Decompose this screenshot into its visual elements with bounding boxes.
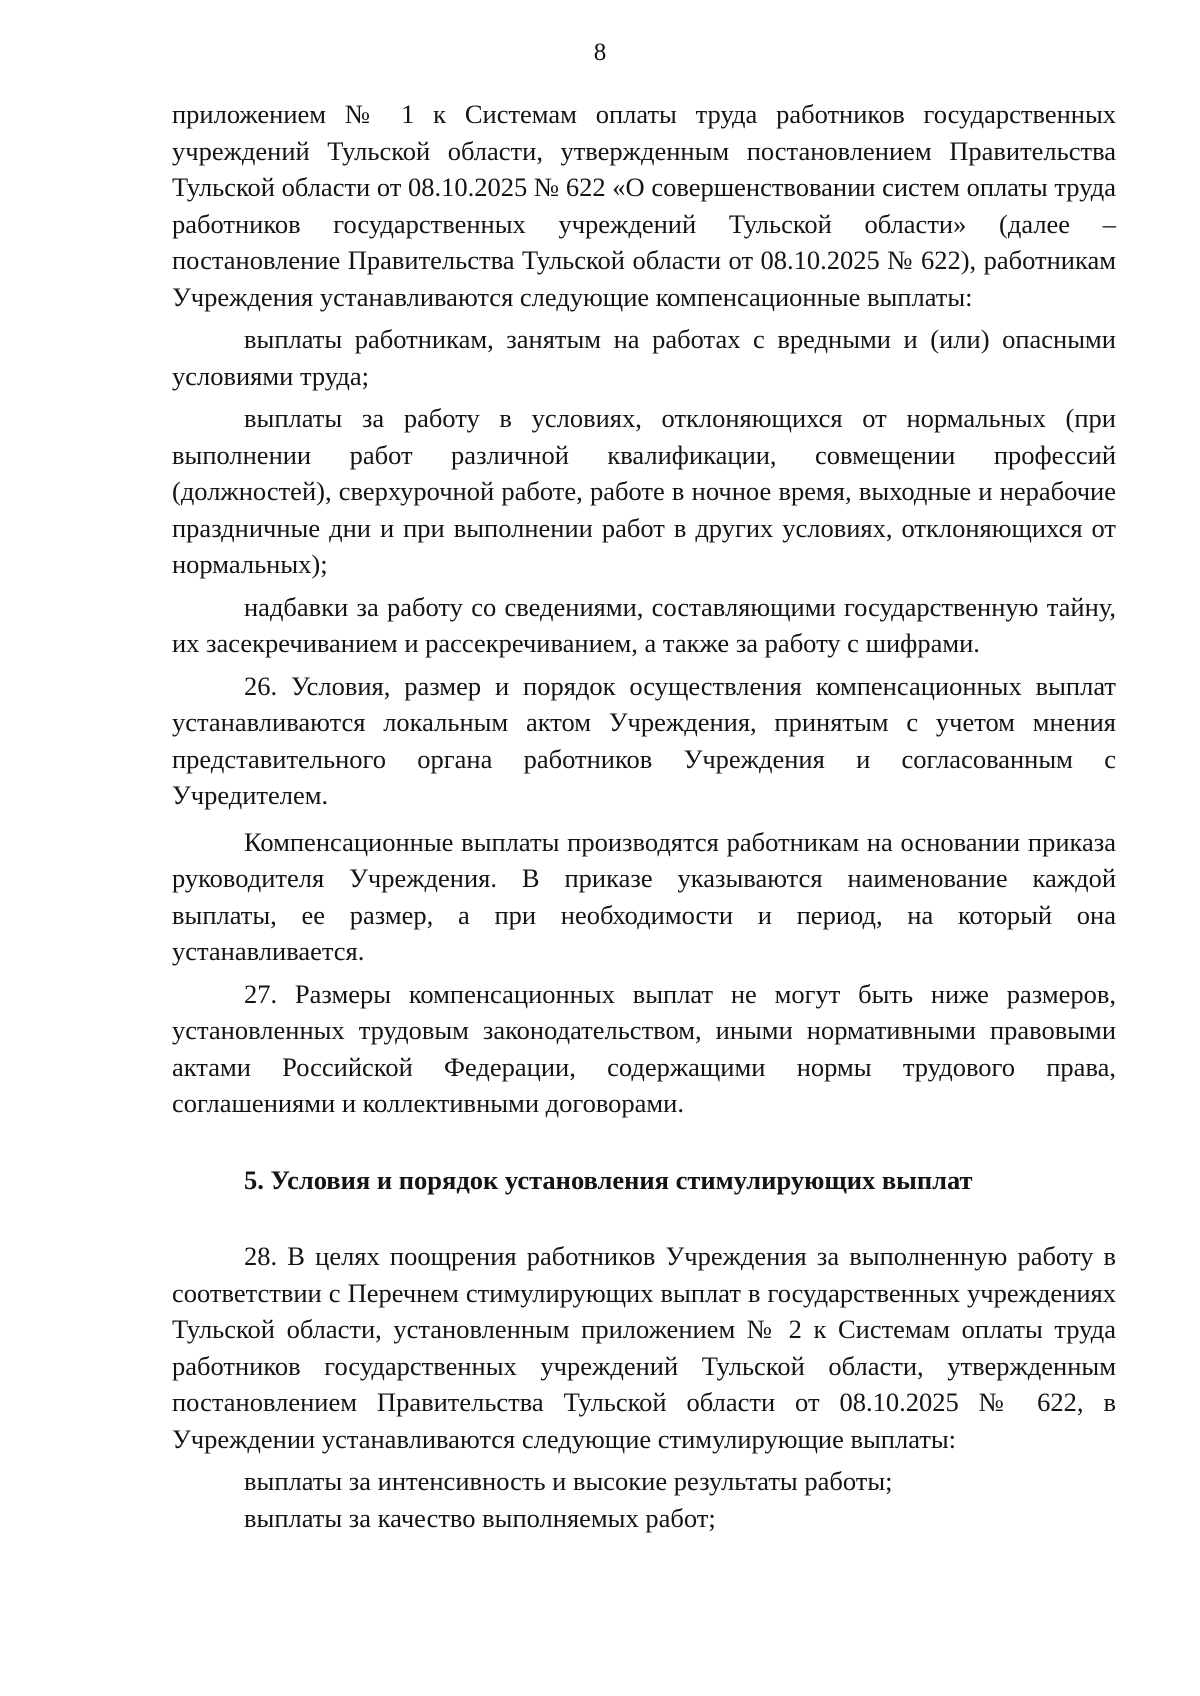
paragraph-item-27: 27. Размеры компенсационных выплат не могут быть ниже размеров, установленных трудовым законодательством, иными нормативными правовыми актами Российской Федерации, содержащими нормы трудового права, соглашениями и коллективными договорами. (172, 978, 1116, 1118)
paragraph-item-26: 26. Условия, размер и порядок осуществления компенсационных выплат устанавливаются локальным актом Учреждения, принятым с учетом мнения представительного органа работников Учреждения и согласованным с Учредителем. (172, 670, 1116, 810)
paragraph-hazardous-work-payments: выплаты работникам, занятым на работах с вредными и (или) опасными условиями труда; (172, 324, 1116, 391)
paragraph-abnormal-conditions-payments: выплаты за работу в условиях, отклоняющихся от нормальных (при выполнении работ различной квалификации, совмещении профессий (должностей), сверхурочной работе, работе в ночное время, выходные и нерабочие праздничные дни и при выполнении работ в других условиях, отклоняющихся от нормальных); (172, 403, 1116, 579)
paragraph-quality-payments: выплаты за качество выполняемых работ; (244, 1502, 716, 1533)
paragraph-compensation-order: Компенсационные выплаты производятся работникам на основании приказа руководителя Учреждения. В приказе указываются наименование каждой выплаты, ее размер, а при необходимости и период, на который она устанавливается. (172, 826, 1116, 966)
page-number: 8 (593, 39, 607, 66)
paragraph-item-28: 28. В целях поощрения работников Учреждения за выполненную работу в соответствии с Перечнем стимулирующих выплат в государственных учреждениях Тульской области, установленным приложением № 2 к Системам оплаты труда работников государственных учреждений Тульской области, утвержденным постановлением Правительства Тульской области от 08.10.2025 № 622, в Учреждении устанавливаются следующие стимулирующие выплаты: (172, 1241, 1116, 1454)
paragraph-continuation: приложением № 1 к Системам оплаты труда работников государственных учреждений Тульской области, утвержденным постановлением Правительства Тульской области от 08.10.2025 № 622 «О совершенствовании систем оплаты труда работников государственных учреждений Тульской области» (далее – постановление Правительства Тульской области от 08.10.2025 № 622), работникам Учреждения устанавливаются следующие компенсационные выплаты: (172, 99, 1116, 312)
document-body (172, 96, 1116, 1536)
paragraph-state-secret-allowances: надбавки за работу со сведениями, составляющими государственную тайну, их засекречиванием и рассекречиванием, а также за работу с шифрами. (172, 591, 1116, 658)
section-heading: 5. Условия и порядок установления стимулирующих выплат (244, 1164, 973, 1195)
paragraph-intensity-payments: выплаты за интенсивность и высокие результаты работы; (244, 1466, 893, 1496)
